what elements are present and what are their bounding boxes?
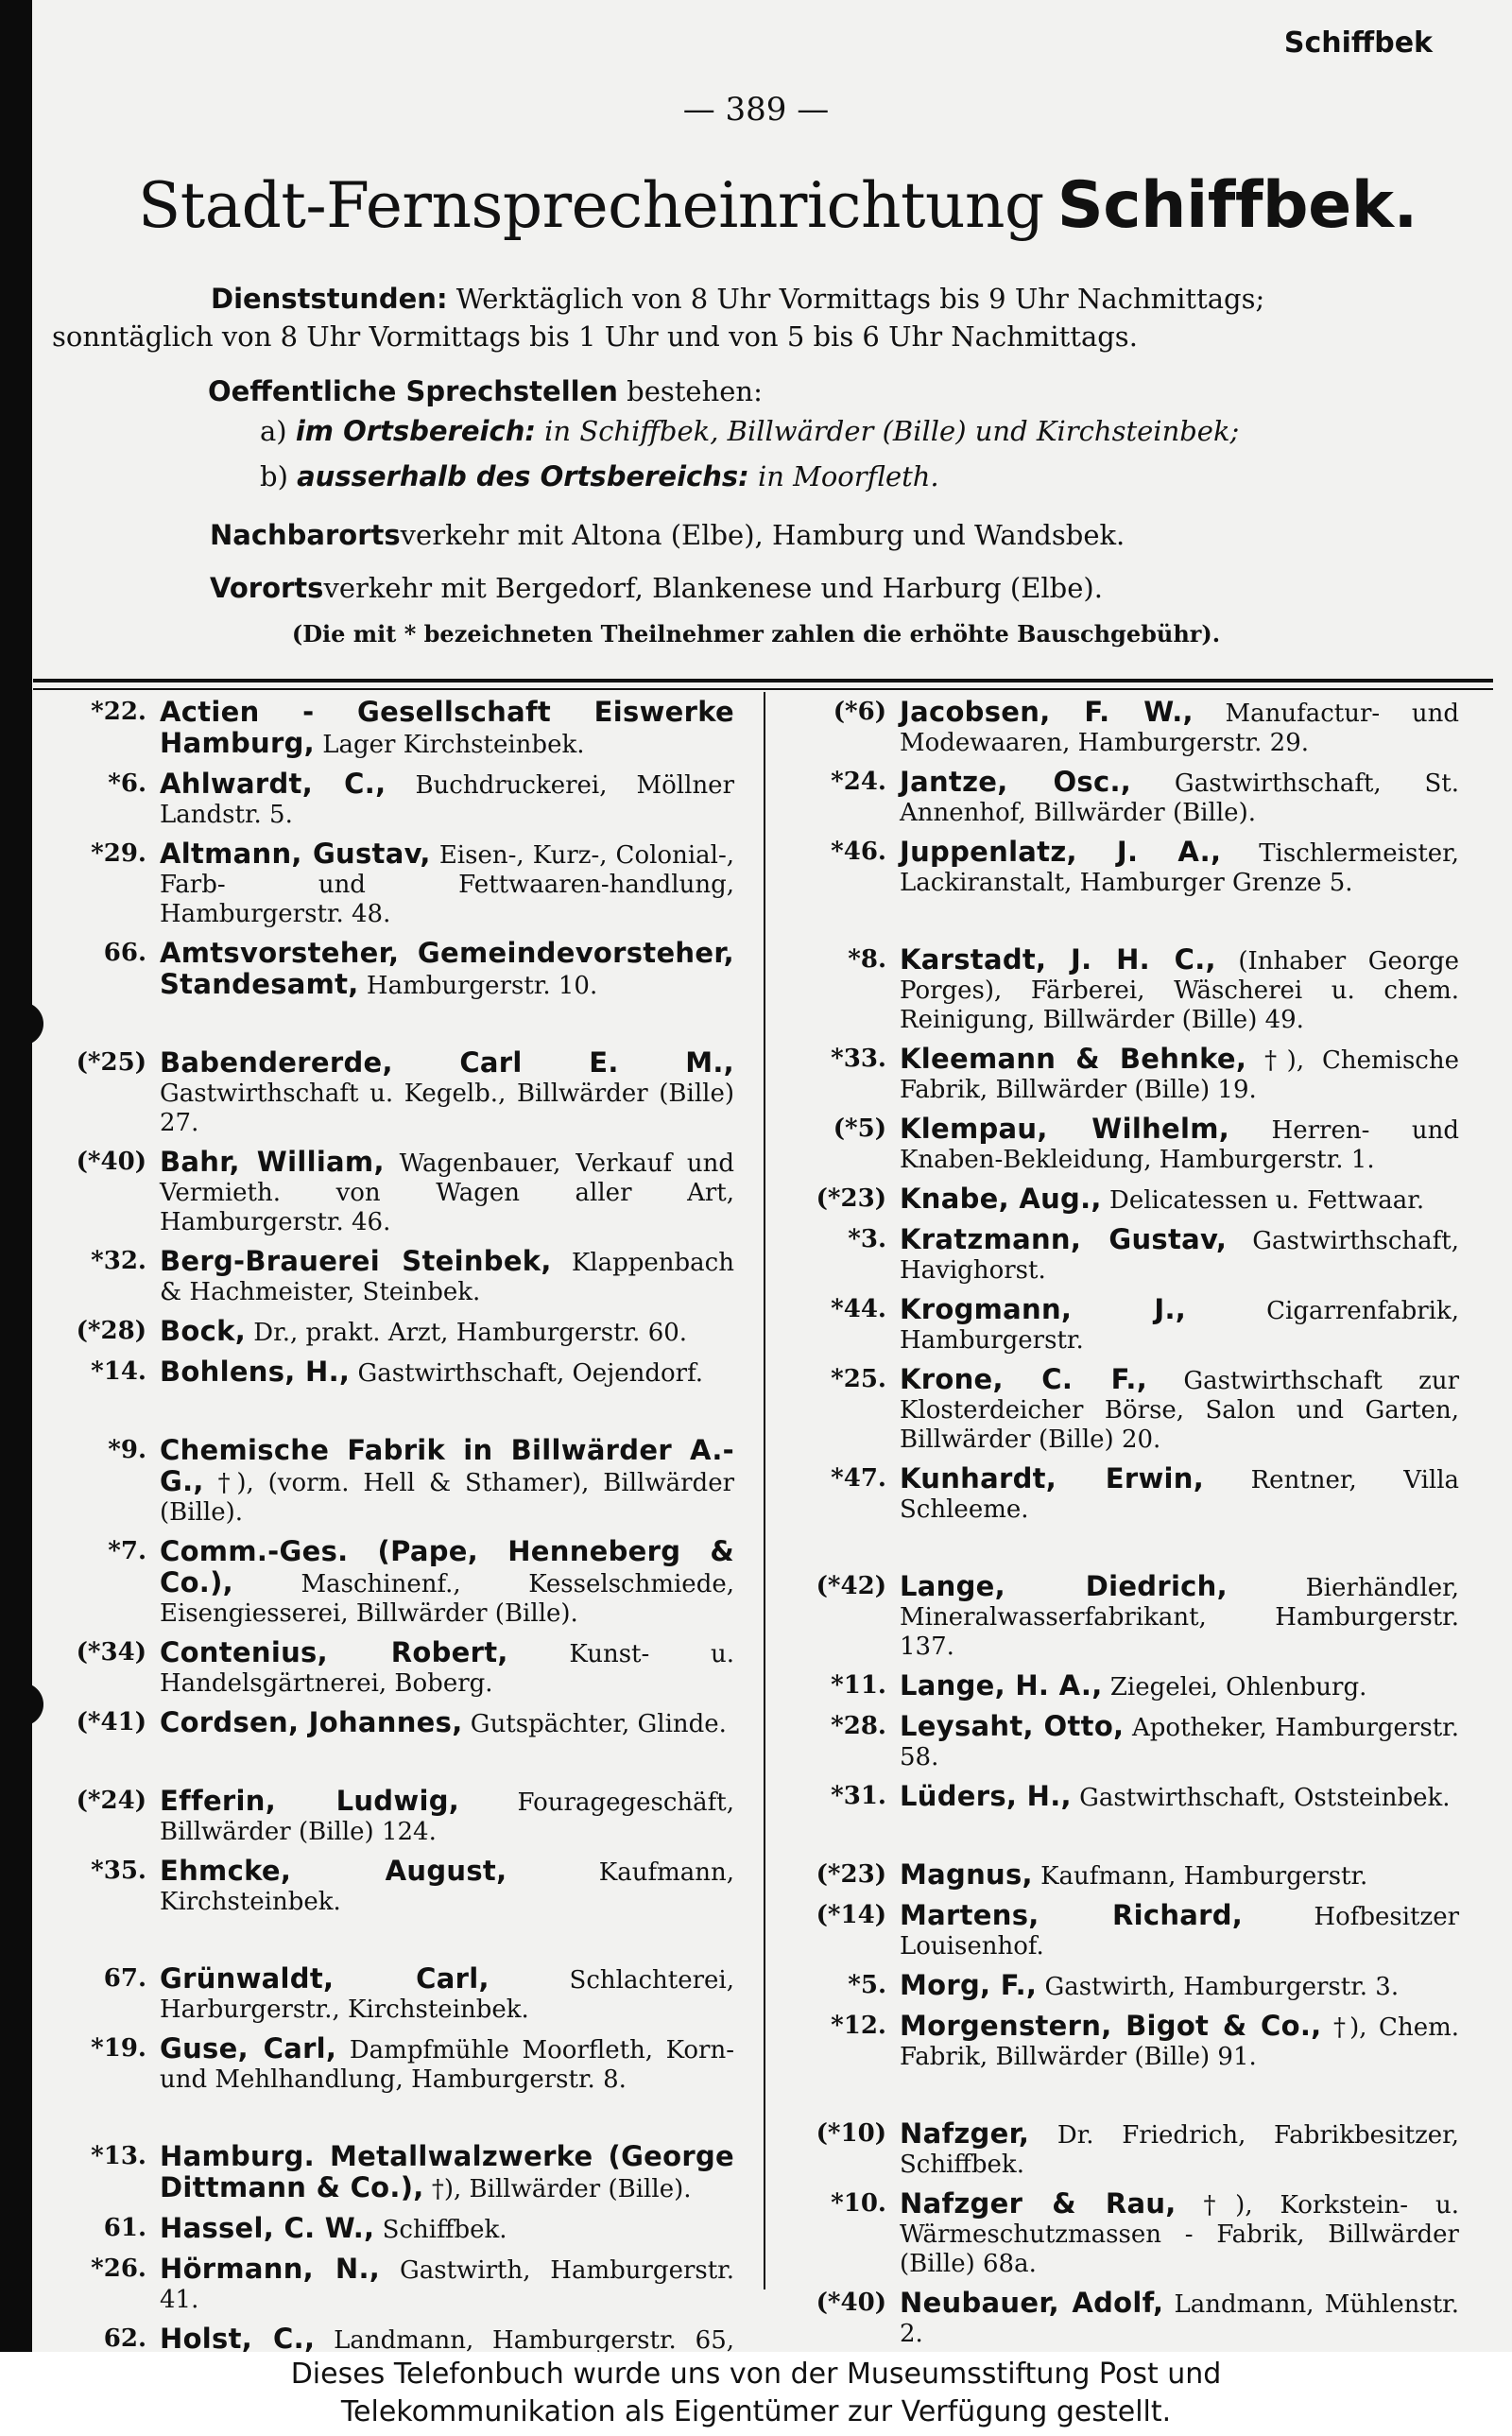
subscriber-address: Cigarrenfabrik, Hamburgerstr.: [900, 1297, 1460, 1355]
subscriber-name: Krone, C. F.,: [900, 1363, 1148, 1395]
subscriber-entry: [792, 2289, 1459, 2349]
subscriber-number: *29.: [91, 839, 146, 868]
subscriber-name: Bohlens, H.,: [160, 1356, 351, 1388]
subscriber-name: Kleemann & Behnke,: [900, 1043, 1247, 1075]
header-rule: [33, 679, 1493, 682]
subscriber-name: Lange, Diedrich,: [900, 1570, 1228, 1602]
subscriber-details: [160, 769, 734, 830]
subscriber-name: Klempau, Wilhelm,: [900, 1113, 1230, 1145]
subscriber-entry: [792, 1045, 1459, 1105]
subscriber-details: [900, 1114, 1459, 1175]
subscriber-details: [160, 839, 734, 929]
subscriber-number: (*23): [816, 1860, 886, 1889]
subscriber-entry: [792, 768, 1459, 828]
neighbour-traffic-label: Nachbarorts: [210, 519, 401, 551]
subscriber-entry: [792, 2189, 1459, 2279]
subscriber-number: (*24): [76, 1787, 146, 1815]
subscriber-details: [160, 1048, 734, 1138]
subscriber-details: [160, 1708, 734, 1739]
subscriber-number: *44.: [831, 1295, 886, 1323]
subscriber-name: Jacobsen, F. W.,: [900, 696, 1194, 728]
subscriber-entry: [792, 1464, 1459, 1525]
subscriber-number: (*10): [816, 2119, 886, 2148]
title-place: Schiffbek.: [1057, 168, 1418, 243]
subscriber-address: Gastwirthschaft zur Klosterdeicher Börse, Salon und Garten, Billwärder (Bille) 20.: [900, 1367, 1459, 1454]
subscriber-details: [160, 2034, 734, 2095]
subscriber-number: (*40): [76, 1148, 146, 1176]
subscriber-address: Manufactur- und Modewaaren, Hamburgerstr. 29.: [900, 700, 1459, 757]
subscriber-address: Gastwirthschaft, Havighorst.: [900, 1227, 1460, 1285]
subscriber-number: *28.: [831, 1712, 886, 1740]
subscriber-details: [160, 1247, 734, 1307]
service-hours-text: Werktäglich von 8 Uhr Vormittags bis 9 Uhr Nachmittags; sonntäglich von 8 Uhr Vormittags bis 1 Uhr und von 5 bis 6 Uhr Nachmittags.: [52, 283, 1265, 353]
subscriber-details: [900, 2289, 1459, 2349]
subscriber-entry: [792, 1572, 1459, 1662]
subscriber-entry: [792, 1114, 1459, 1175]
subscriber-name: Jantze, Osc.,: [900, 766, 1132, 798]
subscriber-address: †), Korkstein- u. Wärmeschutzmassen - Fabrik, Billwärder (Bille) 68a.: [900, 2191, 1460, 2278]
subscriber-address: Hamburgerstr. 10.: [366, 972, 598, 1000]
subscriber-entry: [792, 945, 1459, 1035]
subscriber-name: Kunhardt, Erwin,: [900, 1462, 1205, 1494]
subscriber-entry: [792, 1184, 1459, 1216]
subscriber-number: (*6): [833, 698, 886, 726]
subscriber-details: [900, 1184, 1459, 1216]
subscriber-entry: [52, 1048, 734, 1138]
subscriber-name: Altmann, Gustav,: [160, 838, 431, 870]
subscriber-number: *22.: [91, 698, 146, 726]
subscriber-entry: [52, 1857, 734, 1917]
entry-spacer: [52, 2104, 734, 2142]
subscriber-name: Guse, Carl,: [160, 2032, 337, 2065]
subscriber-name: Neubauer, Adolf,: [900, 2287, 1164, 2319]
subscriber-address: Apotheker, Hamburgerstr. 58.: [900, 1714, 1459, 1771]
subscriber-details: [160, 1317, 734, 1348]
subscriber-name: Morgenstern, Bigot & Co.,: [900, 2010, 1322, 2042]
title-main: Stadt-Fernsprecheinrichtung: [138, 169, 1044, 242]
subscriber-address: Wagenbauer, Verkauf und Vermieth. von Wagen aller Art, Hamburgerstr. 46.: [160, 1149, 734, 1236]
public-stations-label: Oeffentliche Sprechstellen: [208, 375, 618, 407]
subscriber-address: Buchdruckerei, Möllner Landstr. 5.: [160, 771, 734, 829]
subscriber-address: Schiffbek.: [382, 2216, 507, 2244]
subscriber-number: *11.: [831, 1671, 886, 1700]
entry-spacer: [792, 1534, 1459, 1572]
subscriber-name: Cordsen, Johannes,: [160, 1706, 463, 1738]
running-head: Schiffbek: [1283, 26, 1433, 60]
subscriber-entry: [792, 1860, 1459, 1892]
subscriber-entry: [792, 1671, 1459, 1702]
fee-note: (Die mit * bezeichneten Theilnehmer zahlen die erhöhte Bauschgebühr).: [291, 620, 1221, 648]
subscriber-name: Morg, F.,: [900, 1969, 1038, 2001]
public-stations-a: [260, 412, 1512, 450]
subscriber-name: Nafzger & Rau,: [900, 2187, 1177, 2220]
subscriber-address: Kaufmann, Hamburgerstr.: [1040, 1862, 1368, 1891]
entry-spacer: [52, 1926, 734, 1964]
subscriber-address: Dr., prakt. Arzt, Hamburgerstr. 60.: [253, 1319, 688, 1347]
subscriber-number: (*42): [816, 1572, 886, 1600]
subscriber-number: *35.: [91, 1857, 146, 1885]
subscriber-number: *47.: [831, 1464, 886, 1493]
subscriber-entry: [52, 769, 734, 830]
header-rule: [33, 688, 1493, 690]
item-a-mark: a): [260, 415, 287, 447]
page-number: — 389 —: [682, 91, 830, 129]
subscriber-details: [160, 939, 734, 1001]
subscriber-name: Hörmann, N.,: [160, 2253, 381, 2285]
subscriber-number: (*5): [833, 1114, 886, 1143]
subscriber-address: Fouragegeschäft, Billwärder (Bille) 124.: [160, 1788, 735, 1846]
subscriber-name: Leysaht, Otto,: [900, 1710, 1125, 1742]
subscriber-address: Gastwirthschaft u. Kegelb., Billwärder (Bille) 27.: [160, 1080, 734, 1137]
item-a-text: in Schiffbek, Billwärder (Bille) und Kirchsteinbek;: [544, 415, 1240, 447]
subscriber-name: Bahr, William,: [160, 1146, 385, 1178]
subscriber-entry: [52, 1357, 734, 1389]
subscriber-name: Nafzger,: [900, 2117, 1030, 2150]
subscriber-entry: [52, 698, 734, 760]
neighbour-traffic-text: verkehr mit Altona (Elbe), Hamburg und Wandsbek.: [400, 519, 1125, 551]
subscriber-address: Rentner, Villa Schleeme.: [900, 1466, 1460, 1524]
neighbour-traffic: [210, 516, 1512, 554]
subscriber-name: Amtsvorsteher, Gemeindevorsteher, Standesamt,: [160, 937, 734, 1000]
subscriber-address: Dr. Friedrich, Fabrikbesitzer, Schiffbek.: [900, 2121, 1460, 2179]
subscriber-name: Lange, H. A.,: [900, 1669, 1103, 1702]
subscriber-number: 61.: [103, 2214, 146, 2242]
suburb-traffic-label: Vororts: [210, 572, 324, 604]
entry-spacer: [792, 1823, 1459, 1860]
subscriber-entry: [792, 1901, 1459, 1961]
subscriber-entry: [52, 1247, 734, 1307]
entry-spacer: [52, 1398, 734, 1436]
subscriber-number: *10.: [831, 2189, 886, 2218]
subscriber-name: Ahlwardt, C.,: [160, 768, 387, 800]
subscriber-address: Herren- und Knaben-Bekleidung, Hamburgerstr. 1.: [900, 1116, 1459, 1174]
subscriber-name: Kratzmann, Gustav,: [900, 1223, 1228, 1255]
subscriber-address: (Inhaber George Porges), Färberei, Wäscherei u. chem. Reinigung, Billwärder (Bille) 49.: [900, 947, 1459, 1034]
subscriber-details: [160, 2214, 734, 2245]
subscriber-number: *12.: [831, 2012, 886, 2040]
subscriber-entry: [52, 839, 734, 929]
subscriber-address: Gastwirth, Hamburgerstr. 3.: [1044, 1973, 1400, 2001]
subscriber-address: †), Chemische Fabrik, Billwärder (Bille) 19.: [900, 1046, 1459, 1104]
subscriber-address: Landmann, Mühlenstr. 2.: [900, 2290, 1459, 2348]
subscriber-name: Bock,: [160, 1315, 247, 1347]
subscriber-entry: [792, 838, 1459, 898]
subscriber-address: †), Billwärder (Bille).: [431, 2175, 692, 2203]
subscriber-number: *26.: [91, 2255, 146, 2283]
subscriber-entry: [792, 1782, 1459, 1813]
subscriber-address: Tischlermeister, Lackiranstalt, Hamburger Grenze 5.: [900, 839, 1459, 897]
suburb-traffic: [210, 569, 1512, 607]
subscriber-number: *32.: [91, 1247, 146, 1275]
subscriber-number: (*41): [76, 1708, 146, 1736]
subscriber-number: (*25): [76, 1048, 146, 1077]
subscriber-column-left: [52, 698, 734, 2352]
subscriber-number: *13.: [91, 2142, 146, 2170]
subscriber-address: Gastwirthschaft, St. Annenhof, Billwärder (Bille).: [900, 769, 1459, 827]
subscriber-number: *9.: [108, 1436, 146, 1464]
subscriber-entry: [52, 939, 734, 1001]
subscriber-address: Gastwirthschaft, Oejendorf.: [357, 1359, 704, 1388]
subscriber-name: Martens, Richard,: [900, 1899, 1244, 1931]
subscriber-details: [160, 2142, 734, 2204]
subscriber-address: Kunst- u. Handelsgärtnerei, Boberg.: [160, 1640, 734, 1698]
subscriber-address: Ziegelei, Ohlenburg.: [1109, 1673, 1367, 1702]
subscriber-details: [900, 2012, 1459, 2072]
subscriber-address: Schlachterei, Harburgerstr., Kirchsteinbek.: [160, 1966, 734, 2024]
subscriber-address: Gutspächter, Glinde.: [470, 1710, 727, 1738]
subscriber-entry: [52, 1964, 734, 2025]
subscriber-address: Gastwirthschaft, Oststeinbek.: [1079, 1784, 1451, 1812]
subscriber-entry: [52, 2142, 734, 2204]
subscriber-name: Krogmann, J.,: [900, 1293, 1187, 1325]
subscriber-number: *6.: [108, 769, 146, 798]
subscriber-name: Babendererde, Carl E. M.,: [160, 1046, 734, 1079]
subscriber-address: Kaufmann, Kirchsteinbek.: [160, 1858, 734, 1916]
subscriber-number: *33.: [831, 1045, 886, 1073]
subscriber-details: [160, 1638, 734, 1699]
subscriber-details: [900, 945, 1459, 1035]
subscriber-name: Hamburg. Metallwalzwerke (George Dittmann & Co.),: [160, 2140, 734, 2203]
footer-line-1: Dieses Telefonbuch wurde uns von der Museumsstiftung Post und: [290, 2358, 1222, 2391]
subscriber-address: Dampfmühle Moorfleth, Korn- und Mehlhandlung, Hamburgerstr. 8.: [160, 2036, 735, 2094]
subscriber-details: [160, 1964, 734, 2025]
subscriber-name: Ehmcke, August,: [160, 1855, 507, 1887]
subscriber-entry: [52, 2034, 734, 2095]
subscriber-number: (*40): [816, 2289, 886, 2317]
subscriber-number: (*23): [816, 1184, 886, 1213]
suburb-traffic-text: verkehr mit Bergedorf, Blankenese und Harburg (Elbe).: [323, 572, 1103, 604]
subscriber-name: Contenius, Robert,: [160, 1636, 508, 1668]
subscriber-number: 67.: [103, 1964, 146, 1993]
subscriber-entry: [792, 1712, 1459, 1772]
item-b-text: in Moorfleth.: [757, 460, 939, 492]
subscriber-address: Hofbesitzer Louisenhof.: [900, 1903, 1460, 1961]
subscriber-details: [160, 698, 734, 760]
public-stations-text: bestehen:: [627, 375, 763, 407]
subscriber-entry: [792, 698, 1459, 758]
subscriber-details: [900, 1860, 1459, 1892]
subscriber-details: [160, 1357, 734, 1389]
item-b-mark: b): [260, 460, 288, 492]
subscriber-details: [160, 2324, 734, 2352]
subscriber-details: [900, 1971, 1459, 2002]
subscriber-number: *25.: [831, 1365, 886, 1393]
subscriber-number: *7.: [108, 1537, 146, 1565]
subscriber-entry: [792, 2012, 1459, 2072]
subscriber-number: *3.: [848, 1225, 886, 1253]
subscriber-details: [900, 1225, 1459, 1286]
subscriber-name: Hassel, C. W.,: [160, 2212, 375, 2244]
subscriber-column-right: [792, 698, 1459, 2352]
subscriber-entry: [52, 1537, 734, 1629]
page-title: [138, 168, 1418, 243]
subscriber-details: [160, 1436, 734, 1528]
subscriber-address: Lager Kirchsteinbek.: [322, 731, 585, 759]
subscriber-entry: [52, 1436, 734, 1528]
subscriber-address: Gastwirth, Hamburgerstr. 41.: [160, 2256, 735, 2314]
subscriber-entry: [792, 1365, 1459, 1455]
subscriber-number: 66.: [103, 939, 146, 967]
subscriber-entry: [52, 1708, 734, 1739]
subscriber-name: Actien - Gesellschaft Eiswerke Hamburg,: [160, 696, 734, 759]
subscriber-name: Lüders, H.,: [900, 1780, 1072, 1812]
subscriber-details: [900, 768, 1459, 828]
subscriber-details: [160, 1148, 734, 1237]
subscriber-entry: [792, 2119, 1459, 2180]
binding-hole: [9, 1683, 43, 1726]
subscriber-name: Berg-Brauerei Steinbek,: [160, 1245, 552, 1277]
service-hours: [52, 280, 1427, 355]
subscriber-address: Klappenbach & Hachmeister, Steinbek.: [160, 1249, 734, 1306]
subscriber-details: [900, 1782, 1459, 1813]
subscriber-number: *14.: [91, 1357, 146, 1386]
subscriber-number: *19.: [91, 2034, 146, 2063]
public-stations-b: [260, 458, 1512, 495]
public-stations: [208, 372, 1512, 410]
subscriber-name: Comm.-Ges. (Pape, Henneberg & Co.),: [160, 1535, 734, 1598]
subscriber-address: †), Chem. Fabrik, Billwärder (Bille) 91.: [900, 2013, 1459, 2071]
entry-spacer: [792, 907, 1459, 945]
column-divider: [764, 692, 765, 2289]
entry-spacer: [52, 1011, 734, 1048]
entry-spacer: [792, 2082, 1459, 2119]
subscriber-name: Karstadt, J. H. C.,: [900, 943, 1216, 976]
subscriber-entry: [52, 1638, 734, 1699]
subscriber-address: Landmann, Hamburgerstr. 65,: [334, 2326, 734, 2352]
subscriber-details: [900, 1572, 1459, 1662]
subscriber-details: [160, 1787, 734, 1847]
subscriber-name: Chemische Fabrik in Billwärder A.-G.,: [160, 1434, 734, 1497]
subscriber-details: [900, 1671, 1459, 1702]
subscriber-entry: [52, 1317, 734, 1348]
subscriber-entry: [52, 2324, 734, 2352]
subscriber-number: *8.: [848, 945, 886, 974]
subscriber-name: Efferin, Ludwig,: [160, 1785, 460, 1817]
subscriber-details: [900, 838, 1459, 898]
entry-spacer: [52, 1749, 734, 1787]
subscriber-details: [900, 1901, 1459, 1961]
subscriber-entry: [792, 1971, 1459, 2002]
footer-line-2: Telekommunikation als Eigentümer zur Verfügung gestellt.: [340, 2395, 1172, 2428]
subscriber-entry: [792, 1295, 1459, 1356]
subscriber-address: Bierhändler, Mineralwasserfabrikant, Hamburgerstr. 137.: [900, 1574, 1459, 1661]
subscriber-number: *24.: [831, 768, 886, 796]
binding-hole: [9, 1002, 43, 1045]
subscriber-number: *46.: [831, 838, 886, 866]
subscriber-details: [900, 1464, 1459, 1525]
subscriber-details: [900, 2189, 1459, 2279]
copyright-footer: [0, 2352, 1512, 2436]
subscriber-number: (*14): [816, 1901, 886, 1929]
subscriber-details: [160, 1537, 734, 1629]
subscriber-address: Maschinenf., Kesselschmiede, Eisengiesserei, Billwärder (Bille).: [160, 1570, 734, 1628]
subscriber-details: [900, 2119, 1459, 2180]
subscriber-details: [900, 1045, 1459, 1105]
subscriber-number: 62.: [103, 2324, 146, 2352]
subscriber-details: [900, 1295, 1459, 1356]
item-a-label: im Ortsbereich:: [295, 415, 536, 447]
page-binding-edge: [0, 0, 32, 2352]
subscriber-entry: [52, 2214, 734, 2245]
subscriber-details: [900, 1365, 1459, 1455]
subscriber-details: [160, 1857, 734, 1917]
subscriber-name: Magnus,: [900, 1858, 1033, 1891]
subscriber-number: (*34): [76, 1638, 146, 1667]
subscriber-name: Holst, C.,: [160, 2323, 316, 2352]
subscriber-address: Eisen-, Kurz-, Colonial-, Farb- und Fettwaaren-handlung, Hamburgerstr. 48.: [160, 841, 735, 928]
subscriber-details: [900, 1712, 1459, 1772]
subscriber-address: †), (vorm. Hell & Sthamer), Billwärder (Bille).: [160, 1469, 735, 1527]
service-hours-label: Dienststunden:: [211, 283, 448, 315]
subscriber-number: *31.: [831, 1782, 886, 1810]
subscriber-number: *5.: [848, 1971, 886, 1999]
subscriber-entry: [52, 1148, 734, 1237]
subscriber-address: Delicatessen u. Fettwaar.: [1108, 1186, 1425, 1215]
subscriber-entry: [52, 1787, 734, 1847]
subscriber-name: Grünwaldt, Carl,: [160, 1962, 490, 1995]
item-b-label: ausserhalb des Ortsbereichs:: [297, 460, 749, 492]
subscriber-number: (*28): [76, 1317, 146, 1345]
subscriber-name: Juppenlatz, J. A.,: [900, 836, 1222, 868]
subscriber-entry: [792, 1225, 1459, 1286]
subscriber-details: [900, 698, 1459, 758]
subscriber-entry: [52, 2255, 734, 2315]
subscriber-details: [160, 2255, 734, 2315]
subscriber-name: Knabe, Aug.,: [900, 1183, 1102, 1215]
